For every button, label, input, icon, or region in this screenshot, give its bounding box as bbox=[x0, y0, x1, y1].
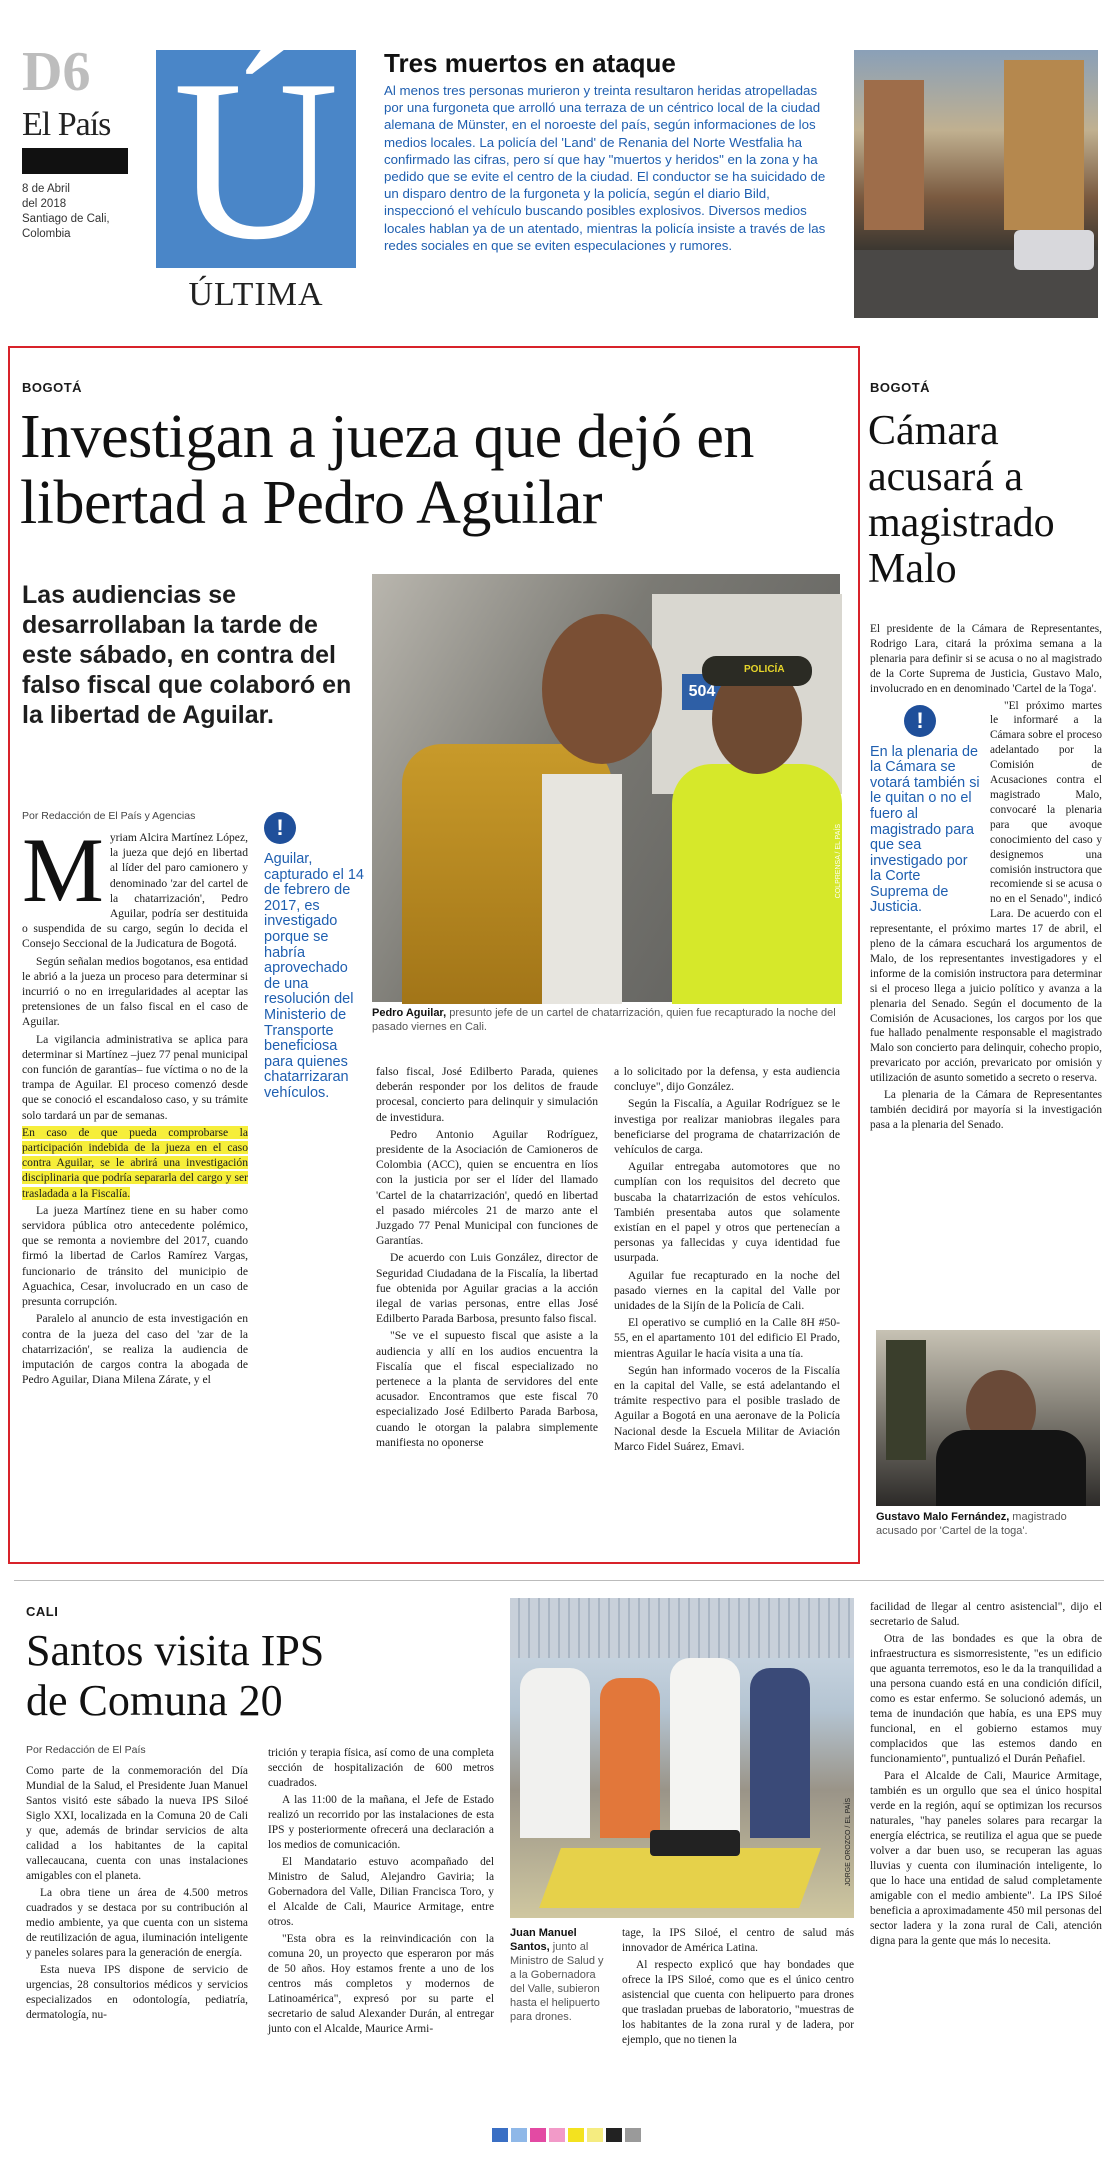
right-story-kicker: BOGOTÁ bbox=[870, 380, 931, 395]
bottom-paragraph: Para el Alcalde de Cali, Maurice Armitage, también es un orgullo que sea el único hospital verde en la región, aquí se optimizan los recursos naturales, "hay paneles solares para recargar la energía eléctrica, se reutiliza el agua que se puede volver a dar buen uso, se recuperan las aguas lluvias y cuenta con iluminación inteligente, lo que lo hace una entidad de salud completamente amigable con el medio ambiente". La IPS Siloé beneficia a aproximadamente 450 mil personas del sector ladera y la zona rural de Cali, atención digna para la gente que más lo necesita. bbox=[870, 1770, 1102, 1947]
main-story-column-2 bbox=[376, 1064, 598, 1452]
right-story-note bbox=[870, 705, 982, 917]
right-story-photo bbox=[876, 1330, 1100, 1506]
main-story-photo bbox=[372, 574, 840, 1002]
print-color-bar bbox=[492, 2128, 652, 2142]
date-line-2: del 2018 bbox=[22, 198, 67, 210]
col1-paragraph: La vigilancia administrativa se aplica para determinar si Martínez –juez 77 penal municipal con función de garantías– fue víctima o no de la trampa de Aguilar. El proceso comenzó desde que se conoció el escandaloso caso, y su trámite solo tardará un par de semanas. bbox=[22, 1032, 248, 1122]
top-story-text: Al menos tres personas murieron y treinta resultaron heridas atropelladas por una furgoneta que arrolló una terraza de un céntrico local de la ciudad alemana de Münster, en el noroeste del país, según informaciones de los medios locales. La policía del 'Land' de Renania del Norte Westfalia ha confirmado las cifras, pero sí que hay "muertos y heridos" en la zona y ha pedido que se evite el centro de la ciudad. El conductor se ha suicidado de un disparo dentro de la furgoneta y la policía, según el diario Bild, inspeccionó el vehículo buscando posibles explosivos. Diversos medios locales hablan ya de un atentado, mientras la policía insiste a través de las redes sociales en que se eviten especulaciones y rumores. bbox=[384, 83, 826, 253]
date-line-1: 8 de Abril bbox=[22, 183, 70, 195]
right-story-body bbox=[870, 622, 1102, 1135]
bottom-paragraph: Otra de las bondades es que la obra de infraestructura es sismorresistente, "es un edificio que aguanta terremotos, eso le da la tranquilidad a una persona cuando está en una condición difícil, como es estar enfermo. Se solucionó además, un tema de inundación que había, es una EPS muy funcional, en el gobierno estamos muy complacidos que las estemos dando en funcionamiento", puntualizó el Durán Peñafiel. bbox=[870, 1633, 1102, 1765]
main-story-column-1 bbox=[22, 819, 248, 1389]
right-note-text: En la plenaria de la Cámara se votará también si le quitan o no el fuero al magistrado para que sea investigado por la Corte Suprema de Justicia. bbox=[870, 743, 980, 916]
bottom-story-headline: Santos visita IPS de Comuna 20 bbox=[26, 1626, 325, 1725]
page-number: D6 bbox=[22, 41, 91, 103]
col2-paragraph: "Se ve el supuesto fiscal que asiste a la audiencia y allí en los audios encuentra la Fiscalía que el fiscal especializado no pertenece a la planta de servidores del ente acusador. Encontramos que este fiscal 70 especializado José Edilberto Parada Barbosa, cuando le otorgan la palabra simplemente manifiesta no oponerse bbox=[376, 1329, 598, 1449]
right-story-caption bbox=[876, 1510, 1102, 1538]
city-line-2: Colombia bbox=[22, 228, 71, 240]
bottom-paragraph: trición y terapia física, así como de una completa sección de hospitalización de 600 metros cuadrados. bbox=[268, 1747, 494, 1789]
bottom-paragraph: Al respecto explicó que hay bondades que ofrece la IPS Siloé, como que es el único centro asistencial que cuenta con helipuerto para drones que trasladan pruebas de laboratorio, "muestras de los habitantes de la zona rural y de ladera, por ejemplo, que no tienen la bbox=[622, 1959, 854, 2046]
exclamation-icon: ! bbox=[904, 705, 936, 737]
color-swatch bbox=[530, 2128, 546, 2142]
caption-text: junto al Ministro de Salud y a la Gobernadora del Valle, subieron hasta el helipuerto para drones. bbox=[510, 1941, 604, 2023]
bottom-story-kicker: CALI bbox=[26, 1604, 59, 1619]
right-paragraph: La plenaria de la Cámara de Representantes también decidirá por mayoría si la investigación pasa a la plenaria del Senado. bbox=[870, 1089, 1102, 1131]
photo-vest-text: POLICÍA bbox=[744, 664, 785, 675]
right-paragraph: El presidente de la Cámara de Representantes, Rodrigo Lara, citará la próxima semana a la plenaria para definir si se acusa o no al magistrado de la Corte Suprema de Justicia, Gustavo Malo, involucrado en en denominado 'Cartel de la Toga'. bbox=[870, 623, 1102, 695]
col1-paragraph: Según señalan medios bogotanos, esa entidad le abrió a la jueza un proceso para determinar si incurrió o no en irregularidades al aceptar las pretensiones de un falso fiscal en el caso de Aguilar. bbox=[22, 954, 248, 1029]
col3-paragraph: Según la Fiscalía, a Aguilar Rodríguez se le investiga por realizar maniobras ilegales para beneficiarse del programa de chatarrización de vehículos de carga. bbox=[614, 1097, 840, 1157]
top-story-photo bbox=[854, 50, 1098, 318]
col2-paragraph: Pedro Antonio Aguilar Rodríguez, presidente de la Asociación de Camioneros de Colombia (ACC), quien se encuentra en líos con la justicia por ser el líder del llamado 'Cartel de la chatarrización', quedó en libertad el pasado miércoles 21 de marzo ante el Juzgado 77 Penal Municipal con funciones de Garantías. bbox=[376, 1127, 598, 1248]
col3-paragraph: Aguilar entregaba automotores que no cumplían con los requisitos del decreto que buscaba la chatarrización de estos vehículos. También presentaba autos que solamente existían en el papel y otros que pertenecían a personas ya fallecidas y cuya identidad fue usurpada. bbox=[614, 1160, 840, 1265]
col1-paragraph: Paralelo al anuncio de esta investigación en contra de la jueza del caso del 'zar de la chatarrización', se realiza la audiencia de imputación de cargos contra la abogada de Pedro Aguilar, Diana Milena Zárate, y el bbox=[22, 1312, 248, 1387]
right-paragraph: "El próximo martes le informaré a la Cámara sobre el proceso adelantado por la Comisión de Acusaciones contra el magistrado Malo, convocaré la plenaria para que avoque conocimiento del caso y designemos una comisión instructora que recomiende si se acusa o no en el Senado", indicó Lara. De acuerdo con el representante, el próximo martes 17 de abril, el pleno de la cámara escuchará los argumentos de Malo, de los representantes investigadores y el informe de la comisión instructora para determinar si el proceso llega a juicio político y avanza a la plenaria del Senado. Según el documento de la Comisión de Acusaciones, los cargos por los que fue hallado penalmente responsable el magistrado Malo son concierto para delinquir, cohecho propio, prevaricato por acción, prevaricato por omisión y utilización de asunto sometido a secreto o reserva. bbox=[870, 699, 1102, 1085]
main-story-headline: Investigan a jueza que dejó en libertad a Pedro Aguilar bbox=[20, 403, 754, 537]
exclamation-icon: ! bbox=[264, 812, 296, 844]
paper-logo: El País bbox=[22, 106, 111, 143]
masthead bbox=[22, 41, 132, 274]
color-swatch bbox=[606, 2128, 622, 2142]
bottom-paragraph: facilidad de llegar al centro asistencial", dijo el secretario de Salud. bbox=[870, 1601, 1102, 1628]
bottom-story-column-4 bbox=[870, 1600, 1102, 1951]
color-swatch bbox=[587, 2128, 603, 2142]
bottom-paragraph: Como parte de la conmemoración del Día Mundial de la Salud, el Presidente Juan Manuel Santos visitó este sábado la nueva IPS Siloé Siglo XXI, localizada en la Comuna 20 de Cali y que, además de brindar servicios de alta calidad a los habitantes de la capital vallecaucana, cuenta con unas instalaciones amigables con el planeta. bbox=[26, 1765, 248, 1882]
section-letter: Ú bbox=[172, 32, 340, 287]
main-story-column-3 bbox=[614, 1064, 840, 1456]
bottom-paragraph: El Mandatario estuvo acompañado del Ministro de Salud, Alejandro Gaviria; la Gobernadora del Valle, Dilian Francisca Toro, y el Alcalde de Cali, Maurice Armitage, entre otros. bbox=[268, 1856, 494, 1928]
bottom-paragraph: La obra tiene un área de 4.500 metros cuadrados y se destaca por su contribución al medio ambiente, ya que cuenta con un sistema de reutilización de agua, iluminación inteligente y paneles solares para la generación de energía. bbox=[26, 1887, 248, 1959]
section-name: ÚLTIMA bbox=[188, 276, 324, 313]
top-story-title: Tres muertos en ataque bbox=[384, 48, 676, 78]
color-swatch bbox=[568, 2128, 584, 2142]
bottom-paragraph: Esta nueva IPS dispone de servicio de urgencias, 28 consultorios médicos y servicios especializados en odontología, pediatría, dermatología, nu- bbox=[26, 1964, 248, 2021]
logo-bar bbox=[22, 148, 128, 174]
photo-sign: 504 bbox=[682, 674, 722, 710]
color-swatch bbox=[625, 2128, 641, 2142]
bottom-story-photo bbox=[510, 1598, 854, 1918]
main-story-kicker: BOGOTÁ bbox=[22, 380, 83, 395]
color-swatch bbox=[549, 2128, 565, 2142]
col3-paragraph: a lo solicitado por la defensa, y esta audiencia concluye", dijo González. bbox=[614, 1065, 840, 1094]
main-story-note bbox=[264, 812, 364, 1102]
main-story-deck: Las audiencias se desarrollaban la tarde de este sábado, en contra del falso fiscal que colaboró en la libertad de Aguilar. bbox=[22, 581, 352, 729]
lead-paragraph: yriam Alcira Martínez López, la jueza que dejó en libertad al líder del paro camionero y denominado 'zar del cartel de la chatarrización', Pedro Aguilar, podría ser destituida o suspendida de su cargo, según lo decida el Consejo Seccional de la Judicatura de Bogotá. bbox=[22, 831, 248, 951]
main-story-byline: Por Redacción de El País y Agencias bbox=[22, 810, 196, 822]
highlighted-paragraph: En caso de que pueda comprobarse la participación indebida de la jueza en el caso contra Aguilar, se le abrirá una investigación disciplinaria que podría separarla del cargo y ser trasladada a la Fiscalía. bbox=[22, 1125, 248, 1200]
col2-paragraph: De acuerdo con Luis González, director de Seguridad Ciudadana de la Fiscalía, la libertad fue obtenida por Aguilar gracias a la acción ilegal de varias personas, entre ellas José Edilberto Parada Barbosa, presunto falso fiscal. bbox=[376, 1251, 598, 1326]
caption-name: Juan Manuel Santos, bbox=[510, 1927, 577, 1953]
bottom-paragraph: tage, la IPS Siloé, el centro de salud más innovador de América Latina. bbox=[622, 1927, 854, 1954]
col3-paragraph: Según han informado voceros de la Fiscalía en la capital del Valle, se está adelantando el trámite respectivo para el posible traslado de Aguilar a Bogotá en una aeronave de la Policía Nacional desde la Escuela Militar de Aviación Marco Fidel Suárez, Emavi. bbox=[614, 1363, 840, 1453]
date-block bbox=[22, 182, 132, 242]
caption-name: Gustavo Malo Fernández, bbox=[876, 1511, 1010, 1523]
caption-name: Pedro Aguilar, bbox=[372, 1007, 447, 1019]
photo-credit: JORGE OROZCO / EL PAÍS bbox=[845, 1798, 852, 1887]
bottom-story-caption bbox=[510, 1926, 610, 2024]
city-line-1: Santiago de Cali, bbox=[22, 213, 110, 225]
col2-paragraph: falso fiscal, José Edilberto Parada, quienes deberán responder por los delitos de fraude procesal, concierto para delinquir y simulación de investidura. bbox=[376, 1065, 598, 1124]
main-story-caption bbox=[372, 1006, 840, 1034]
photo-credit: COLPRENSA / EL PAÍS bbox=[835, 824, 842, 899]
bottom-paragraph: A las 11:00 de la mañana, el Jefe de Estado realizó un recorrido por las instalaciones de esta IPS y posteriormente ofrecerá una declaración a los medios de comunicación. bbox=[268, 1794, 494, 1851]
note-text: Aguilar, capturado el 14 de febrero de 2017, es investigado porque se habría aprovechado de una resolución del Ministerio de Transporte beneficiosa para quienes chatarrizaran vehículos. bbox=[264, 851, 364, 1101]
top-story bbox=[384, 48, 830, 254]
bottom-story-column-2 bbox=[268, 1746, 494, 2039]
col3-paragraph: El operativo se cumplió en la Calle 8H #50-55, en el apartamento 101 del edificio El Prado, mientras Aguilar le hacía visita a una tía. bbox=[614, 1316, 840, 1360]
col1-paragraph: La jueza Martínez tiene en su haber como servidora pública otro antecedente polémico, que se remonta a noviembre del 2017, cuando firmó la libertad de Carlos Ramírez Vargas, funcionario de tránsito del municipio de Aguachica, Cesar, involucrado en un caso de presunta corrupción. bbox=[22, 1203, 248, 1309]
col3-paragraph: Aguilar fue recapturado en la noche del pasado viernes en la capital del Valle por unidades de la Sijín de la Policía de Cali. bbox=[614, 1268, 840, 1313]
bottom-paragraph: "Esta obra es la reinvindicación con la comuna 20, un proyecto que esperaron por más de 50 años. Hoy estamos frente a uno de los centros más completos y modernos de Latinoamérica", expresó por su parte el secretario de salud Alexander Durán, al entregar junto con el Alcalde, Maurice Armi- bbox=[268, 1933, 494, 2035]
bottom-story-column-1 bbox=[26, 1764, 248, 2025]
caption-text: magistrado acusado por 'Cartel de la toga'. bbox=[876, 1511, 1067, 1537]
bottom-story-column-3 bbox=[622, 1926, 854, 2050]
caption-text: presunto jefe de un cartel de chatarrización, quien fue recapturado la noche del pasado viernes en Cali. bbox=[372, 1007, 836, 1033]
bottom-story-byline: Por Redacción de El País bbox=[26, 1744, 146, 1756]
right-story-headline: Cámara acusará a magistrado Malo bbox=[868, 408, 1055, 592]
color-swatch bbox=[511, 2128, 527, 2142]
section-logo bbox=[156, 32, 356, 314]
dropcap: M bbox=[22, 819, 104, 921]
section-divider bbox=[14, 1580, 1104, 1581]
color-swatch bbox=[492, 2128, 508, 2142]
